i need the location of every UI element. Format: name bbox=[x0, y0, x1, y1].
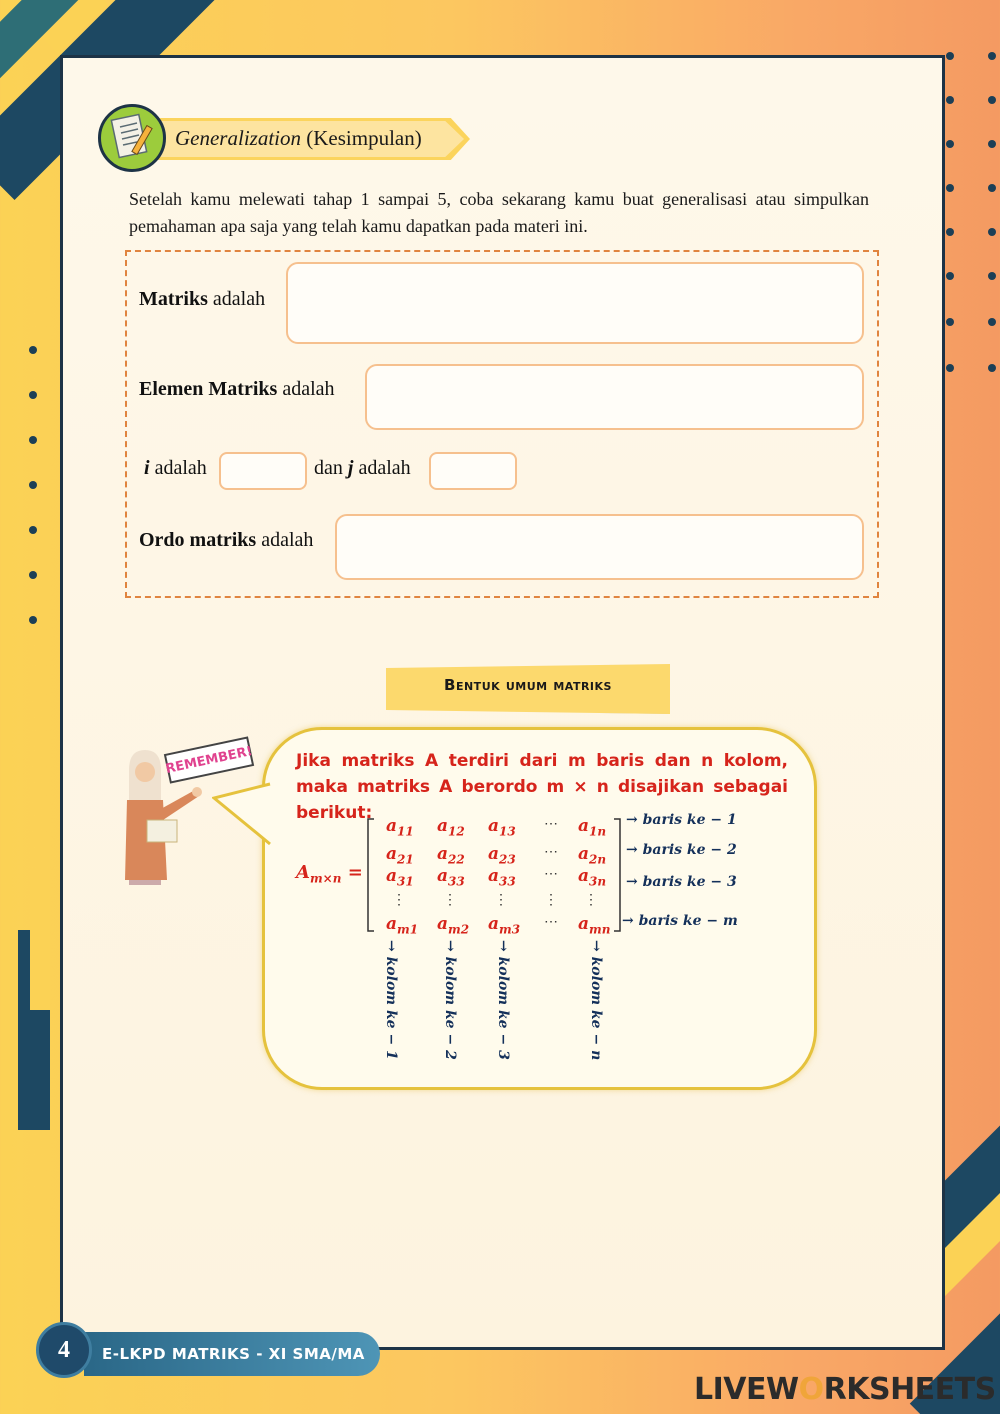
i-answer-field[interactable] bbox=[219, 452, 307, 490]
matrix-cell: ⋮ bbox=[392, 892, 406, 908]
elemen-label-bold: Elemen Matriks bbox=[139, 378, 278, 400]
matrix-cell: $a_{m1}$ bbox=[386, 914, 419, 937]
matrix-cell: ⋮ bbox=[544, 892, 558, 908]
matrix-col-label: → kolom ke − n bbox=[588, 940, 604, 1061]
section-title-rest: (Kesimpulan) bbox=[306, 126, 422, 150]
general-form-tag-text: Bentuk umum matriks bbox=[444, 676, 612, 694]
matriks-label-bold: Matriks bbox=[139, 288, 208, 310]
footer-title: E-LKPD MATRIKS - XI SMA/MA bbox=[84, 1332, 380, 1376]
matrix-name bbox=[296, 862, 363, 886]
scroll-icon bbox=[98, 104, 166, 172]
matrix-cell: ⋮ bbox=[494, 892, 508, 908]
remember-sticker: REMEMBER! bbox=[164, 736, 254, 783]
decor-stripe-yellow-left bbox=[30, 880, 50, 1010]
intro-text: Setelah kamu melewati tahap 1 sampai 5, coba sekarang kamu buat generalisasi atau simpulkan pemahaman apa saja yang telah kamu dapatkan pada materi ini. bbox=[129, 189, 869, 236]
matrix-row-label: → baris ke − 2 bbox=[626, 842, 737, 858]
elemen-label-rest: adalah bbox=[282, 378, 335, 400]
matrix-row-label: → baris ke − 1 bbox=[626, 812, 737, 828]
matrix-cell: $a_{31}$ bbox=[386, 866, 414, 889]
matrix-cell: ⋮ bbox=[584, 892, 598, 908]
matrix-cell: $a_{13}$ bbox=[488, 816, 516, 839]
elemen-answer-field[interactable] bbox=[365, 364, 864, 430]
matrix-name-sub: m×n bbox=[309, 871, 342, 886]
matrix-cell: $a_{2n}$ bbox=[578, 844, 607, 867]
matrix-cell: ⋯ bbox=[544, 914, 558, 930]
matrix-cell: $a_{mn}$ bbox=[578, 914, 611, 937]
matrix-cell: $a_{1n}$ bbox=[578, 816, 607, 839]
ordo-answer-field[interactable] bbox=[335, 514, 864, 580]
matrix-cell: $a_{12}$ bbox=[437, 816, 465, 839]
i-label-rest: adalah bbox=[154, 457, 207, 479]
watermark-part-a: LIVEW bbox=[694, 1372, 799, 1407]
j-label-rest: adalah bbox=[358, 457, 411, 479]
matriks-label-rest: adalah bbox=[212, 288, 266, 310]
general-form-description: Jika matriks A terdiri dari m baris dan n kolom, maka matriks A berordo m × n disajikan sebagai berikut: bbox=[296, 751, 788, 823]
section-title bbox=[175, 126, 422, 151]
ordo-label bbox=[139, 529, 313, 552]
j-label bbox=[314, 457, 411, 480]
watermark-part-b: O bbox=[798, 1372, 824, 1407]
matriks-label bbox=[139, 288, 265, 311]
speech-bubble-tail bbox=[212, 780, 272, 850]
matrix-cell: ⋮ bbox=[443, 892, 457, 908]
matrix-col-label: → kolom ke − 2 bbox=[442, 940, 458, 1060]
watermark-part-c: RKSHEETS bbox=[823, 1372, 996, 1407]
matrix-row-label: → baris ke − 3 bbox=[626, 874, 737, 890]
matrix-cell: ⋯ bbox=[544, 866, 558, 882]
matrix-cell: $a_{3n}$ bbox=[578, 866, 607, 889]
matrix-col-label: → kolom ke − 1 bbox=[383, 940, 399, 1060]
matrix-cell: $a_{23}$ bbox=[488, 844, 516, 867]
matrix-col-label: → kolom ke − 3 bbox=[495, 940, 511, 1060]
section-title-italic: Generalization bbox=[175, 126, 301, 150]
matrix-equals: = bbox=[347, 862, 363, 883]
j-label-pre: dan bbox=[314, 457, 343, 479]
matrix-cell: ⋯ bbox=[544, 816, 558, 832]
matrix-cell: $a_{33}$ bbox=[437, 866, 465, 889]
matrix-cell: $a_{m2}$ bbox=[437, 914, 470, 937]
matrix-cell: $a_{11}$ bbox=[386, 816, 414, 839]
matrix-name-letter: A bbox=[296, 862, 310, 883]
page-number: 4 bbox=[36, 1322, 92, 1378]
ordo-label-bold: Ordo matriks bbox=[139, 529, 257, 551]
matrix-row-label: → baris ke − m bbox=[622, 913, 738, 929]
j-var: j bbox=[347, 457, 354, 479]
i-var: i bbox=[144, 457, 150, 479]
j-answer-field[interactable] bbox=[429, 452, 517, 490]
ordo-label-rest: adalah bbox=[261, 529, 314, 551]
elemen-label bbox=[139, 378, 335, 401]
liveworksheets-watermark bbox=[694, 1372, 996, 1407]
matrix-cell: ⋯ bbox=[544, 844, 558, 860]
matrix-cell: $a_{22}$ bbox=[437, 844, 465, 867]
matrix-cell: $a_{33}$ bbox=[488, 866, 516, 889]
matrix-cell: $a_{21}$ bbox=[386, 844, 414, 867]
i-label bbox=[144, 457, 207, 480]
matriks-answer-field[interactable] bbox=[286, 262, 864, 344]
matrix-cell: $a_{m3}$ bbox=[488, 914, 521, 937]
